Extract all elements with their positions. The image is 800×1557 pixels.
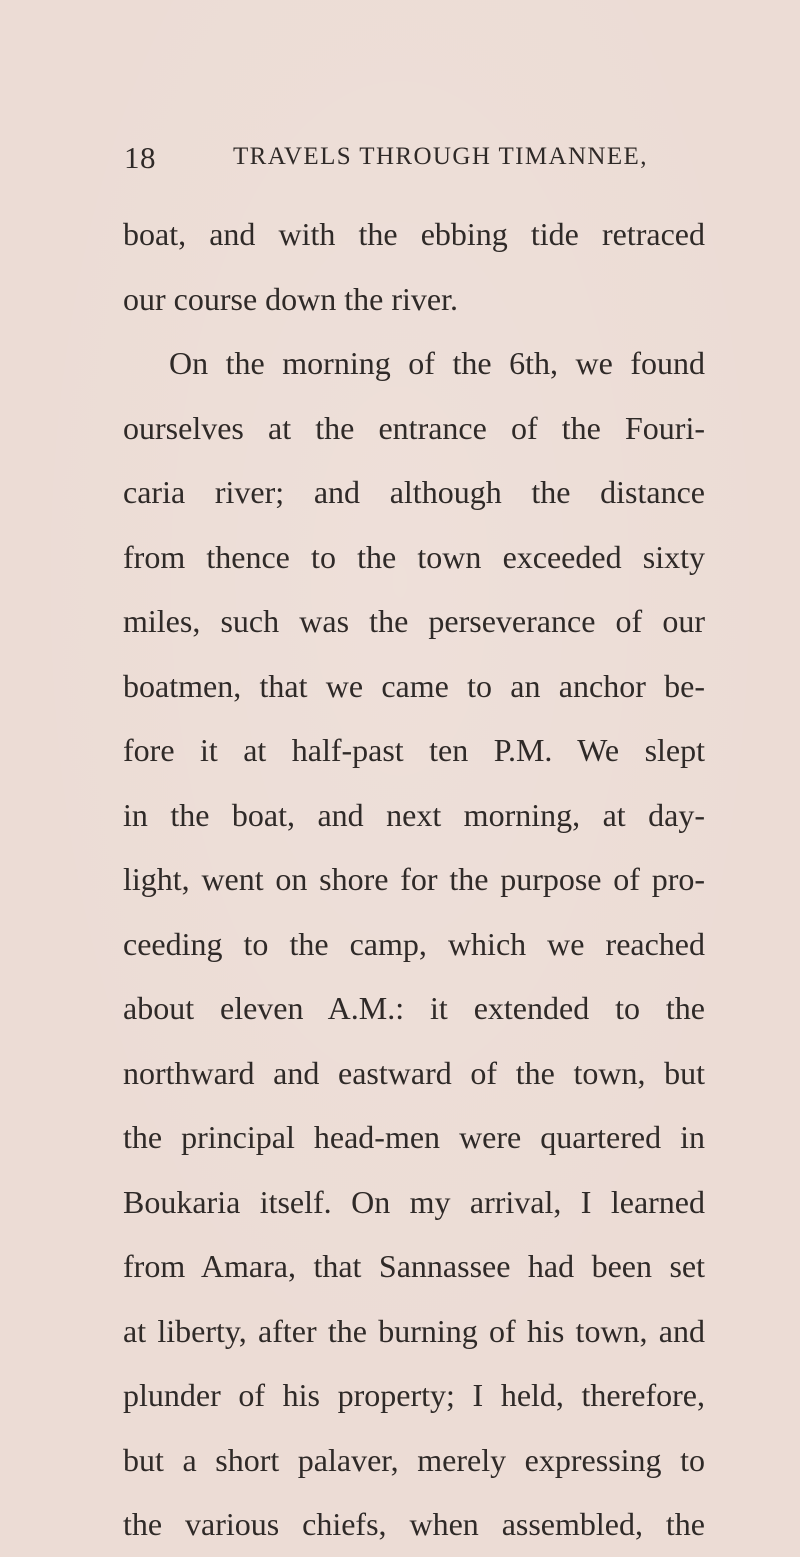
text-line: the various chiefs, when assembled, the <box>123 1506 705 1542</box>
text-line: about eleven A.M.: it extended to the <box>123 990 705 1026</box>
text-line: from thence to the town exceeded sixty <box>123 538 705 575</box>
text-line: our course down the river. <box>123 280 459 317</box>
text-line: but a short palaver, merely expressing to <box>123 1441 705 1478</box>
running-title: TRAVELS THROUGH TIMANNEE, <box>233 143 648 170</box>
text-line: caria river; and although the distance <box>123 474 705 510</box>
text-line: boatmen, that we came to an anchor be- <box>123 667 705 704</box>
text-line: ceeding to the camp, which we reached <box>123 925 705 962</box>
text-line: plunder of his property; I held, therefore, <box>123 1377 705 1413</box>
text-line: light, went on shore for the purpose of pro- <box>123 861 705 897</box>
text-line: miles, such was the perseverance of our <box>123 603 705 639</box>
text-line: at liberty, after the burning of his town, and <box>123 1312 705 1349</box>
text-line: boat, and with the ebbing tide retraced <box>123 216 705 252</box>
page-header <box>124 140 684 180</box>
text-line: Boukaria itself. On my arrival, I learned <box>123 1183 705 1220</box>
text-line: ourselves at the entrance of the Fouri- <box>123 409 705 446</box>
body-text <box>123 202 705 1557</box>
text-line: northward and eastward of the town, but <box>123 1054 705 1091</box>
page-number: 18 <box>124 140 156 175</box>
text-line: fore it at half-past ten P.M. We slept <box>123 732 705 768</box>
text-line: the principal head-men were quartered in <box>123 1119 705 1155</box>
text-line: from Amara, that Sannassee had been set <box>123 1248 705 1284</box>
text-line: in the boat, and next morning, at day- <box>123 796 705 833</box>
text-line: On the morning of the 6th, we found <box>169 345 705 381</box>
